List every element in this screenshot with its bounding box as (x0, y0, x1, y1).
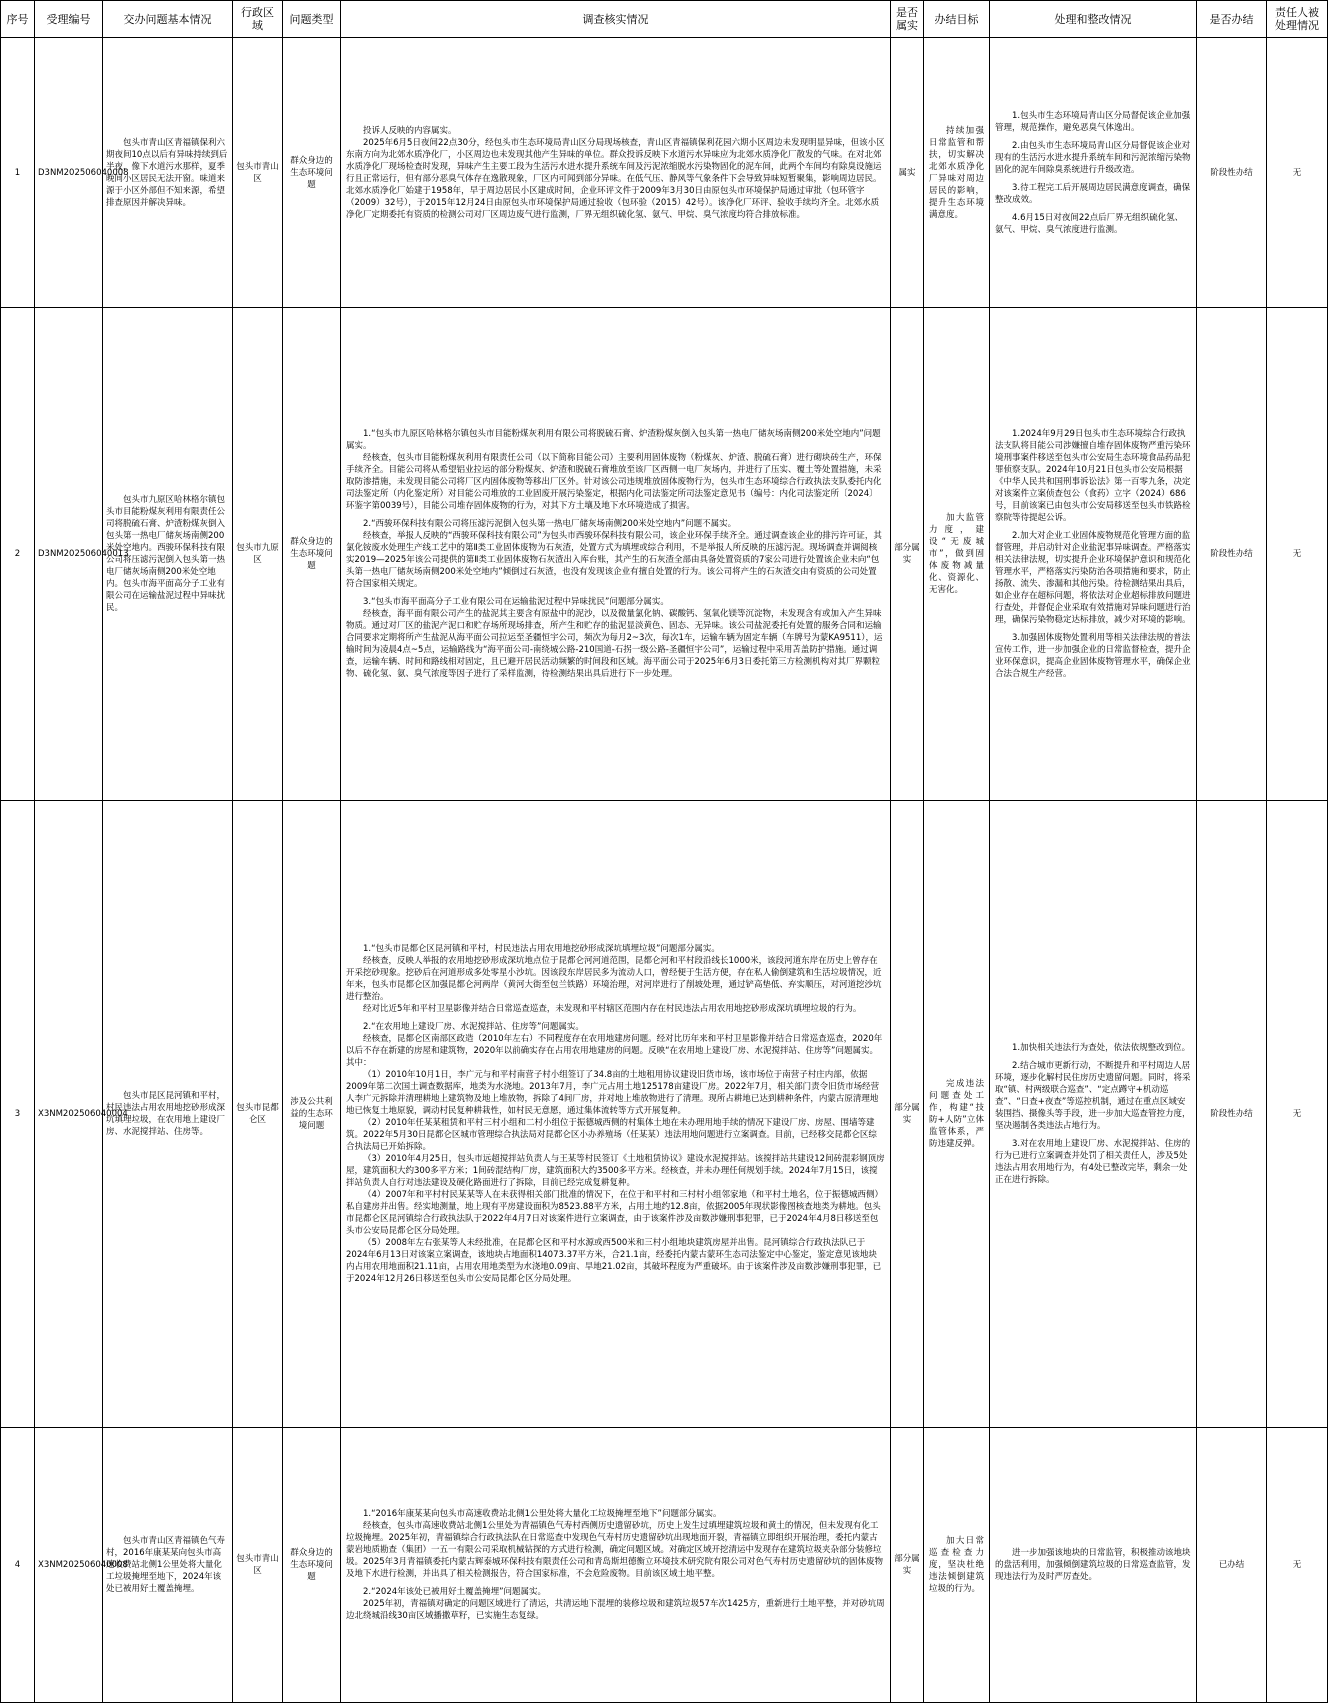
row-type: 涉及公共利益的生态环境问题 (283, 801, 341, 1428)
row-case-no: X3NM202506040004 (35, 801, 103, 1428)
row-completed: 阶段性办结 (1197, 38, 1267, 308)
basic-text: 包头市青山区青福镇保利六期夜间10点以后有异味持续到后半夜，像下水道污水那样，夏季晚间小区居民无法开窗。味道来源于小区外部但不知来源，希望排查原因并解决异味。 (106, 137, 228, 208)
row-rectification (990, 38, 1197, 308)
investigation-paragraph: 经核查，举报人反映的“西骏环保科技有限公司”为包头市西骏环保科技有限公司，该企业环保手续齐全。通过调查该企业的排污许可证，其氯化铵废水处理生产线工艺中的第Ⅱ类工业固体废物为石灰渣，处置方式为填埋或综合利用，不是举报人所反映的压滤污泥。现场调查并调阅核实2019—2025年该公司提供的第Ⅱ类工业固体废物石灰渣出入库台账，其产生的石灰渣全部由具备处置资质的7家公司进行处置该企业未向“包头第一热电厂储灰场南侧200米处空地内”倾倒过石灰渣，也没有发现该企业有擅自处置的行为。该公司将产生的石灰渣交由有资质的公司处置符合国家相关规定。 (346, 531, 882, 589)
header-goal: 办结目标 (924, 1, 990, 38)
row-investigation (341, 801, 891, 1428)
header-basic: 交办问题基本情况 (103, 1, 233, 38)
row-verified: 部分属实 (891, 801, 924, 1428)
goal-text: 完成违法问题查处工作，构建“技防+人防”立体监管体系，严防违建反弹。 (929, 1079, 984, 1149)
row-case-no: D3NM202506040013 (35, 308, 103, 801)
rectification-paragraph: 进一步加强该地块的日常监管，积极推动该地块的盘活利用，加强倾倒建筑垃圾的日常巡查监管，发现违法行为及时严厉查处。 (995, 1548, 1191, 1582)
row-goal (924, 308, 990, 801)
row-basic (103, 1428, 233, 1703)
row-verified: 部分属实 (891, 1428, 924, 1703)
row-case-no: D3NM202506040008 (35, 38, 103, 308)
investigation-paragraph: 2.“2024年该处已被用好土覆盖掩埋”问题属实。 (363, 1587, 547, 1597)
table-row (1, 1428, 1328, 1703)
row-verified: 部分属实 (891, 308, 924, 801)
row-type: 群众身边的生态环境问题 (283, 308, 341, 801)
row-district: 包头市青山区 (233, 1428, 283, 1703)
investigation-paragraph: 经核查，包头市高速收费站北侧1公里处为青福镇色气寿村西侧历史遗留砂坑，历史上发生过填埋建筑垃圾和黄土的情况，但未发现有化工垃圾掩埋。2025年初，青福镇综合行政执法队在日常巡查中发现色气寿村历史遗留砂坑出现地面开裂，青福镇立即组织开展治理，委托内蒙古蒙岩地质勘查（集团）一五一有限公司采取机械钻探的方式进行检测，确定问题区域。对确定区域开挖清运中发现存在建筑垃圾夹杂部分装修垃圾。2025年3月青福镇委托内蒙古辉泰城环保科技有限责任公司和青岛斯坦德衡立环境技术研究院有限公司对色气寿村历史遗留砂坑的固体废物及地下水进行检测，并出具了相关检测报告，符合国家标准，不会危险废物。目前该区域土地平整。 (346, 1521, 884, 1579)
header-rectification: 处理和整改情况 (990, 1, 1197, 38)
row-district: 包头市青山区 (233, 38, 283, 308)
rectification-paragraph: 4.6月15日对夜间22点后厂界无组织硫化氢、氨气、甲烷、臭气浓度进行监测。 (995, 212, 1184, 235)
row-seq: 4 (1, 1428, 35, 1703)
row-basic (103, 801, 233, 1428)
investigation-paragraph: 1.“包头市昆都仑区昆河镇和平村，村民违法占用农用地挖砂形成深坑填埋垃圾”问题部分属实。 (363, 944, 720, 954)
header-responsible: 责任人被处理情况 (1267, 1, 1328, 38)
header-case-no: 受理编号 (35, 1, 103, 38)
investigation-paragraph: 1.“包头市九原区哈林格尔镇包头市目能粉煤灰利用有限公司将脱硫石膏、炉渣粉煤灰倒入包头第一热电厂储灰场南侧200米处空地内”问题属实。 (346, 429, 881, 451)
header-row (1, 1, 1328, 38)
investigation-paragraph: （5）2008年左右张某等人未经批准，在昆都仑区和平村水源或西500米和三村小组地块建筑房屋并出售。昆河镇综合行政执法队已于2024年6月13日对该案立案调查，该地块占地面积14073.37平方米，合21.1亩，经委托内蒙古蒙环生态司法鉴定中心鉴定，鉴定意见该地块内占用农用地面积21.11亩，占用农用地类型为水浇地0.09亩、旱地21.02亩，其破坏程度为严重破坏。由于该案件涉及亩数涉嫌刑事犯罪，已于2024年12月26日移送至包头市公安局昆都仑区分局处理。 (346, 1238, 882, 1284)
rectification-paragraph: 1.2024年9月29日包头市生态环境综合行政执法支队将目能公司涉嫌擅自堆存固体废物严重污染环境刑事案件移送至包头市公安局生态环境食品药品犯罪侦察支队。2024年10月21日包头市公安局根据《中华人民共和国刑事诉讼法》第一百零九条，决定对该案件立案侦查包公（食药）立字（2024）686号，目前该案已由包头市公安局移送至包头市铁路检察院等待提起公诉。 (995, 429, 1191, 523)
row-seq: 3 (1, 801, 35, 1428)
header-investigation: 调查核实情况 (341, 1, 891, 38)
investigation-paragraph: （4）2007年和平村村民某某等人在未获得相关部门批准的情况下，在位于和平村和三村村小组邻家地（和平村土地名，位于振德城西侧）私自建房并出售。经实地测量，地上现有平房建设面积为8523.88平方米，占用土地约12.8亩，依据2005年现状影像图核查地类为耕地。包头市昆都仑区昆河镇综合行政执法队于2022年4月7日对该案件进行立案调查，由于该案件涉及亩数涉嫌刑事犯罪，已于2024年4月8日移送至包头市公安局昆都仑区分局处理。 (346, 1190, 884, 1236)
rectification-paragraph: 3.加强固体废物处置利用等相关法律法规的普法宣传工作，进一步加强企业的日常监督检查，提升企业环保意识，提高企业固体废物管理水平，确保企业合法合规生产经营。 (995, 633, 1191, 679)
rectification-paragraph: 1.包头市生态环境局青山区分局督促该企业加强管理，规范操作，避免恶臭气体逸出。 (995, 110, 1191, 133)
row-seq: 1 (1, 38, 35, 308)
table-row (1, 308, 1328, 801)
row-responsible: 无 (1267, 801, 1328, 1428)
rectification-paragraph: 2.加大对企业工业固体废物规范化管理方面的监督管理，并启动针对企业盐泥事异味调查。严格落实相关法律法规，切实提升企业环境保护意识和规范化管理水平，严格落实污染防治各项措施和要求，防止扬散、流失、渗漏和其他污染。待检测结果出具后，如企业存在超标问题，将依法对企业超标排放问题进行查处，并督促企业采取有效措施对异味问题进行治理，确保污染物稳定达标排放，减少对环境的影响。 (995, 531, 1191, 625)
row-completed: 已办结 (1197, 1428, 1267, 1703)
header-district: 行政区域 (233, 1, 283, 38)
rectification-paragraph: 2.结合城市更新行动，不断提升和平村周边人居环境，逐步化解村民住房历史遗留问题。同时，将采取“镇、村两级联合巡查”、“定点蹲守+机动巡查”、“日查+夜查”等巡控机制，通过在重点区域安装围挡、摄像头等手段，进一步加大巡查管控力度，坚决遏制各类违法占地行为。 (995, 1061, 1191, 1131)
header-seq: 序号 (1, 1, 35, 38)
row-goal (924, 801, 990, 1428)
investigation-paragraph: 2025年初，青福镇对确定的问题区域进行了清运，共清运地下混埋的装修垃圾和建筑垃圾57车次1425方，重新进行土地平整，并对砂坑周边北绕城沿线30亩区域播撒草籽，已实施生态复绿。 (346, 1599, 885, 1621)
row-investigation (341, 308, 891, 801)
row-case-no: X3NM202506040008 (35, 1428, 103, 1703)
row-district: 包头市九原区 (233, 308, 283, 801)
investigation-paragraph: 投诉人反映的内容属实。 (363, 125, 457, 136)
investigation-paragraph: 经核查，海平面有限公司产生的盐泥其主要含有原盐中的泥沙，以及微量氯化钠、碳酸钙、氢氧化镁等沉淀物，未发现含有或加入产生异味物质。通过对厂区的盐泥产泥口和贮存场所现场排查，所产生和贮存的盐泥显淡黄色、固态、无异味。该公司盐泥委托有处置的服务合同和运输合同要求定期将所产生盐泥从海平面公司拉运至圣疆恒宇公司，频次为每月2~3次，每次1车，运输车辆为固定车辆（车牌号为蒙KA9511），运输时间为凌晨4点~5点，运输路线为“海平面公司-南绕城公路-210国道-石拐一级公路-圣疆恒宇公司”，运输过程中采用苫盖防护措施。通过调查，运输车辆、时间和路线相对固定，且已避开居民活动频繁的时间段和区域。海平面公司于2025年6月3日委托第三方检测机构对其厂界颗粒物、硫化氢、氨、臭气浓度等因子进行了采样监测，待检测结果出具后进行下一步处理。 (346, 609, 883, 679)
goal-text: 持续加强日常监管和帮扶，切实解决北郊水质净化厂异味对周边居民的影响，提升生态环境满意度。 (929, 125, 984, 220)
table-row (1, 801, 1328, 1428)
investigation-paragraph: 1.“2016年康某某向包头市高速收费站北侧1公里处将大量化工垃圾掩埋至地下”问题部分属实。 (363, 1509, 722, 1519)
row-verified: 属实 (891, 38, 924, 308)
row-responsible: 无 (1267, 1428, 1328, 1703)
rectification-paragraph: 3.对在农用地上建设厂房、水泥搅拌站、住房的行为已进行立案调查并处罚了相关责任人，涉及5处违法占用农用地行为，有4处已整改完毕，剩余一处正在进行拆除。 (995, 1139, 1191, 1185)
basic-text: 包头市昆区昆河镇和平村，村民违法占用农用地挖砂形成深坑填埋垃圾，在农用地上建设厂房、水泥搅拌站、住房等。 (106, 1091, 226, 1137)
header-verified: 是否属实 (891, 1, 924, 38)
rectification-paragraph: 2.由包头市生态环境局青山区分局督促该企业对现有的生活污水进水提升系统车间和污泥浓缩污染物固化的泥车间除臭系统进行升级改造。 (995, 140, 1191, 175)
table-row (1, 38, 1328, 308)
basic-text: 包头市九原区哈林格尔镇包头市目能粉煤灰利用有限责任公司将脱硫石膏、炉渣粉煤灰倒入包头第一热电厂储灰场南侧200米处空地内。西骏环保科技有限公司将压滤污泥倒入包头第一热电厂储灰场南侧200米处空地内。包头市海平面高分子工业有限公司在运输盐泥过程中异味扰民。 (106, 495, 226, 613)
row-basic (103, 308, 233, 801)
rectification-paragraph: 1.加快相关违法行为查处，依法依规整改到位。 (1012, 1043, 1191, 1053)
row-goal (924, 1428, 990, 1703)
row-responsible: 无 (1267, 38, 1328, 308)
row-type: 群众身边的生态环境问题 (283, 38, 341, 308)
header-completed: 是否办结 (1197, 1, 1267, 38)
investigation-paragraph: （3）2010年4月25日，包头市远超搅拌站负责人与王某等村民签订《土地租赁协议》建设水泥搅拌站。该搅拌站共建设12间砖混彩钢顶房屋，建筑面积大约300多平方米；1间砖混结构厂房，建筑面积大约3500多平方米。经核查，并未办理任何规划手续。2024年7月15日，该搅拌站负责人自行对违法建设及硬化路面进行了拆除，目前已经完成复耕复种。 (346, 1154, 885, 1188)
goal-text: 加大日常巡查检查力度，坚决杜绝违法倾倒建筑垃圾的行为。 (929, 1536, 984, 1594)
row-completed: 阶段性办结 (1197, 801, 1267, 1428)
investigation-paragraph: 经对比近5年和平村卫星影像并结合日常巡查巡查，未发现和平村辖区范围内存在村民违法占用农用地挖砂形成深坑填埋垃圾的行为。 (363, 1004, 862, 1014)
row-goal (924, 38, 990, 308)
investigation-paragraph: 经核查，反映人举报的农用地挖砂形成深坑地点位于昆都仑河河道范围，昆都仑河和平村段沿线长1000米，该段河道东岸在历史上曾存在开采挖砂现象。挖砂后在河道形成多处零星小沙坑。因该段东岸居民多为流动人口，曾经便于生活方便，存在私人偷倒建筑和生活垃圾情况，近年来，包头市昆都仑区加强昆都仑河两岸（黄河大街至包兰铁路）环境治理，对河岸进行了削坡处理，通过铲高垫低、弃实顺压，对河道挖沙坑进行整治。 (346, 956, 882, 1002)
goal-text: 加大监管力度，建设“无废城市”，做到固体废物减量化、资源化、无害化。 (929, 513, 984, 595)
row-rectification (990, 1428, 1197, 1703)
row-investigation (341, 1428, 891, 1703)
investigation-paragraph: （1）2010年10月1日，李广元与和平村南营子村小组签订了34.8亩的土地租用协议建设旧货市场，该市场位于南营子村庄内部，依据2009年第二次国土调查数据库，地类为水浇地。2013年7月，李广元占用土地125178亩建设厂房。2022年7月，相关部门责令旧货市场经营人李广元拆除并清理耕地上建筑物及地上堆放物，拆除了4间厂房，并对地上堆放物进行了清理。现所占耕地已达到耕种条件，内蒙古原清理地地已恢复土地原貌，调动村民复种耕栽性，如村民无意愿，通过集体流转等方式开展复种。 (346, 1070, 880, 1116)
investigation-paragraph: （2）2010年任某某租赁和平村三村小组和二村小组位于振德城西侧的村集体土地在未办理用地手续的情况下建设厂房、房屋、围墙等建筑。2022年5月30日昆都仑区城市管理综合执法局对昆都仑区小办养殖场（任某某）违法用地问题进行立案调查。目前，已经移交昆都仑区综合执法局已开始拆除。 (346, 1118, 877, 1152)
investigation-paragraph: 经核查，包头市目能粉煤灰利用有限责任公司（以下简称目能公司）主要利用固体废物（粉煤灰、炉渣、脱硫石膏）进行砌块砖生产，环保手续齐全。目能公司将从希望铝业拉运的部分粉煤灰、炉渣和脱硫石膏堆放至该厂区西侧一电厂灰场内，并进行了压实、覆土等处置措施，未采取防渗措施，未发现目能公司将厂区内固体废物等移出厂区外。针对该公司违规堆放固体废物行为，包头市生态环境综合行政执法支队委托内化司法鉴定所（内化鉴定所）对目能公司堆放的工业固废开展污染鉴定，根据内化司法鉴定所司法鉴定意见书（编号：内化司法鉴定所〔2024〕环鉴字第0039号），目能公司堆存固体废物的行为，对其下方土壤及地下水环境造成了损害。 (346, 453, 882, 511)
row-investigation (341, 38, 891, 308)
rectification-paragraph: 3.待工程完工后开展周边居民满意度调查，确保整改成效。 (995, 182, 1191, 205)
investigation-paragraph: 3.“包头市海平面高分子工业有限公司在运输盐泥过程中异味扰民”问题部分属实。 (363, 597, 669, 607)
investigation-paragraph: 2025年6月5日夜间22点30分，经包头市生态环境局青山区分局现场核查，青山区青福镇保利花园六期小区周边未发现明显异味，但该小区东南方向为北郊水质净化厂，小区周边也未发现其他产生异味的单位。群众投诉反映下水道污水异味应为北郊水质净化厂散发的气味。在对北郊水质净化厂现场检查时发现，异味产生主要工段为生活污水进水提升系统车间及污泥浓缩脱水污染物固化的泥车间，此两个车间均有除臭设施运行且正常运行，但有部分恶臭气体存在逸散现象，厂区内可闻到部分异味。在低气压、静风等气象条件下会导致异味短暂聚集，影响周边居民。北郊水质净化厂始建于1958年，早于周边居民小区建成时间，企业环评文件于2009年3月30日由原包头市环境保护局通过审批（包环管字（2009）32号），于2015年12月24日由原包头市环境保护局通过验收（包环验（2015）42号）。该净化厂环评、验收手续均齐全。北郊水质净化厂定期委托有资质的检测公司对厂区周边废气进行监测，厂界无组织硫化氢、氨气、甲烷、臭气浓度均符合排放标准。 (346, 137, 885, 220)
row-type: 群众身边的生态环境问题 (283, 1428, 341, 1703)
investigation-paragraph: 2.“在农用地上建设厂房、水泥搅拌站、住房等”问题属实。 (363, 1022, 584, 1032)
row-completed: 阶段性办结 (1197, 308, 1267, 801)
row-responsible: 无 (1267, 308, 1328, 801)
row-basic (103, 38, 233, 308)
row-seq: 2 (1, 308, 35, 801)
row-rectification (990, 801, 1197, 1428)
row-district: 包头市昆都仑区 (233, 801, 283, 1428)
row-rectification (990, 308, 1197, 801)
header-type: 问题类型 (283, 1, 341, 38)
investigation-paragraph: 经核查，昆都仑区南部区政造（2010年左右）不同程度存在农用地建房问题。经对比历年来和平村卫星影像并结合日常巡查巡查，2020年以后不存在新建的房屋和建筑物，2020年以前确实存在占用农用地建房的问题。反映“在农用地上建设厂房、水泥搅拌站、住房等”问题属实。其中： (346, 1034, 883, 1068)
investigation-paragraph: 2.“西骏环保科技有限公司将压滤污泥倒入包头第一热电厂储灰场南侧200米处空地内”问题不属实。 (363, 519, 737, 529)
basic-text: 包头市青山区青福镇色气寿村，2016年康某某向包头市高速收费站北侧1公里处将大量化工垃圾掩埋至地下，2024年该处已被用好土覆盖掩埋。 (106, 1536, 226, 1594)
